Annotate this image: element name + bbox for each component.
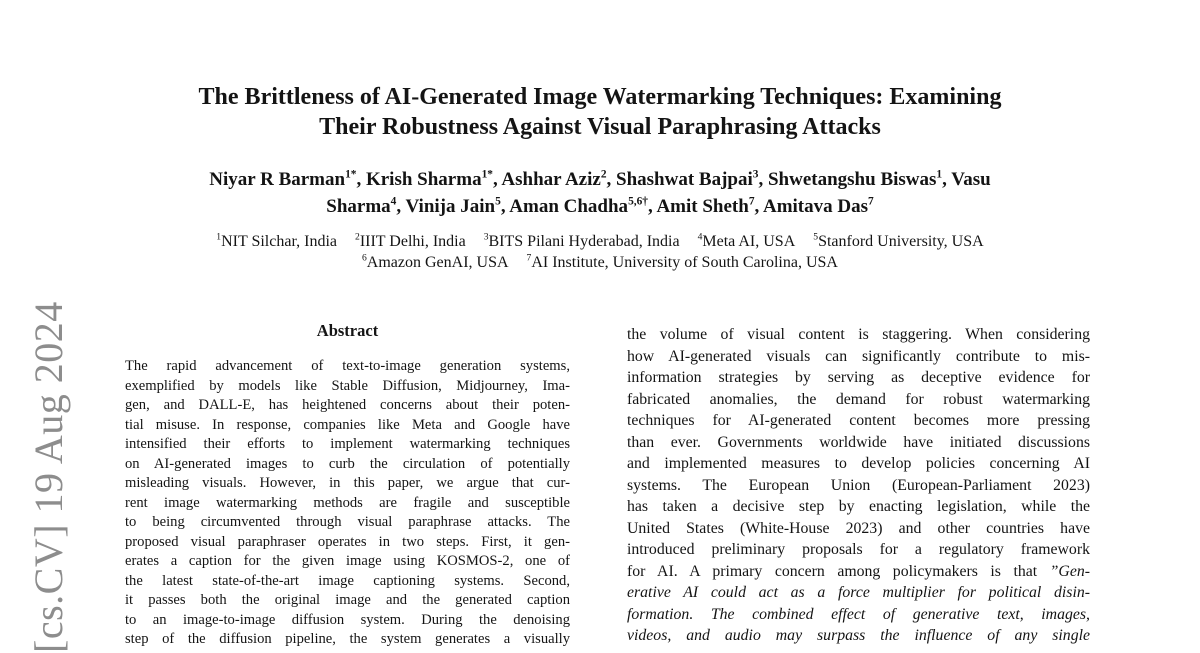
text-line <box>125 552 570 572</box>
text-fragment: , Amit Sheth <box>648 196 749 217</box>
text-line <box>627 561 1090 583</box>
text-line <box>125 377 570 397</box>
italic-text-fragment: erative AI could act as a force multiplier for political disin- <box>627 584 1090 601</box>
text-line <box>627 324 1090 346</box>
text-fragment: proposed visual paraphraser operates in two steps. First, it gen- <box>125 533 570 550</box>
text-line <box>125 611 570 631</box>
text-line <box>125 357 570 377</box>
paper-title-line-1: The Brittleness of AI-Generated Image Watermarking Techniques: Examining <box>198 84 1002 110</box>
text-fragment: Amazon GenAI, USA <box>366 254 509 271</box>
superscript: 1* <box>345 168 357 181</box>
text-line <box>627 475 1090 497</box>
text-fragment: to an image-to-image diffusion system. During the denoising <box>125 611 570 628</box>
text-line <box>627 346 1090 368</box>
text-fragment: , Ashhar Aziz <box>492 169 601 190</box>
text-line <box>627 410 1090 432</box>
text-line <box>125 435 570 455</box>
text-line <box>627 518 1090 540</box>
superscript: 2 <box>600 168 607 181</box>
text-fragment: for AI. A primary concern among policymakers is that <box>627 562 1050 580</box>
superscript: 1 <box>216 231 222 243</box>
text-fragment: , Amitava Das <box>754 196 869 217</box>
text-line <box>125 572 570 592</box>
text-line <box>627 389 1090 411</box>
superscript: 5,6† <box>628 195 648 208</box>
text-line <box>627 496 1090 518</box>
text-fragment: , Shashwat Bajpai <box>606 169 753 190</box>
superscript: 7 <box>748 195 755 208</box>
author-line-1 <box>0 166 1200 193</box>
superscript: 1* <box>481 168 493 181</box>
text-line <box>125 630 570 650</box>
text-line <box>627 432 1090 454</box>
superscript: 7 <box>868 195 874 208</box>
text-fragment: , Krish Sharma <box>356 169 482 190</box>
text-fragment: techniques for AI-generated content becomes more pressing <box>627 412 1090 429</box>
italic-text-fragment: formation. The combined effect of generative text, images, <box>627 605 1090 623</box>
text-fragment: IIIT Delhi, India <box>359 233 466 250</box>
text-fragment: the volume of visual content is staggering. When considering <box>627 326 1090 343</box>
text-fragment: how AI-generated visuals can significantly contribute to mis- <box>627 347 1090 365</box>
text-fragment: exemplified by models like Stable Diffusion, Midjourney, Ima- <box>125 377 570 394</box>
text-fragment: to being circumvented through visual paraphrase attacks. The <box>125 514 570 530</box>
text-fragment: introduced preliminary proposals for a regulatory framework <box>627 541 1090 558</box>
text-fragment: intensified their efforts to implement watermarking techniques <box>125 436 570 452</box>
text-line <box>125 396 570 416</box>
text-fragment: NIT Silchar, India <box>221 233 338 250</box>
text-fragment: rent image watermarking methods are fragile and susceptible <box>125 494 570 511</box>
text-fragment: step of the diffusion pipeline, the system generates a visually <box>125 631 570 647</box>
text-fragment: than ever. Governments worldwide have initiated discussions <box>627 433 1090 451</box>
affiliation-list <box>0 231 1200 273</box>
text-fragment: BITS Pilani Hyderabad, India <box>488 233 680 250</box>
text-fragment: , Vinija Jain <box>396 196 496 217</box>
superscript: 4 <box>697 231 703 243</box>
arxiv-stamp: [cs.CV] 19 Aug 2024 <box>26 301 71 653</box>
text-fragment: information strategies by serving as deceptive evidence for <box>627 369 1090 386</box>
superscript: 4 <box>390 195 397 208</box>
paper-title <box>0 82 1200 142</box>
text-line <box>125 494 570 514</box>
text-fragment: United States (White-House 2023) and other countries have <box>627 519 1090 537</box>
text-fragment: has taken a decisive step by enacting legislation, while the <box>627 498 1090 515</box>
text-line <box>627 453 1090 475</box>
text-fragment: Niyar R Barman <box>209 169 346 190</box>
text-line <box>627 582 1090 604</box>
text-line <box>125 416 570 436</box>
text-fragment: , Shwetangshu Biswas <box>758 169 937 190</box>
abstract-heading: Abstract <box>316 321 379 340</box>
paper-title-line-2: Their Robustness Against Visual Paraphrasing Attacks <box>319 114 881 140</box>
text-fragment: the latest state-of-the-art image captioning systems. Second, <box>125 572 570 589</box>
superscript: 5 <box>495 195 501 208</box>
affiliation-line-2 <box>0 252 1200 273</box>
text-fragment: The rapid advancement of text-to-image generation systems, <box>125 358 570 374</box>
text-line <box>627 604 1090 626</box>
superscript: 5 <box>813 231 819 243</box>
affiliation-line-1 <box>0 231 1200 252</box>
italic-text-fragment: videos, and audio may surpass the influence of any single <box>627 627 1090 644</box>
introduction-text-column <box>627 324 1090 647</box>
text-line <box>125 513 570 533</box>
text-fragment: Meta AI, USA <box>702 233 796 250</box>
text-line <box>627 539 1090 561</box>
superscript: 6 <box>362 252 367 264</box>
superscript: 1 <box>936 168 943 181</box>
superscript: 3 <box>483 231 489 243</box>
italic-text-fragment: ”Gen- <box>1049 562 1090 580</box>
text-fragment: AI Institute, University of South Carolina, USA <box>531 254 838 271</box>
author-line-2 <box>0 193 1200 220</box>
text-line <box>627 367 1090 389</box>
text-fragment: misleading visuals. However, in this paper, we argue that cur- <box>125 475 570 491</box>
text-fragment: erates a caption for the given image using KOSMOS-2, one of <box>125 553 570 569</box>
text-fragment: gen, and DALL-E, has heightened concerns about their poten- <box>125 397 570 413</box>
text-fragment: Stanford University, USA <box>818 233 984 250</box>
text-line <box>125 474 570 494</box>
text-fragment: tial misuse. In response, companies like Meta and Google have <box>125 416 570 433</box>
text-fragment: fabricated anomalies, the demand for robust watermarking <box>627 390 1090 408</box>
text-fragment: and implemented measures to develop policies concerning AI <box>627 455 1090 472</box>
text-fragment: Sharma <box>326 196 391 217</box>
superscript: 3 <box>752 168 759 181</box>
text-fragment: systems. The European Union (European-Parliament 2023) <box>627 476 1090 494</box>
text-line <box>125 533 570 553</box>
superscript: 7 <box>526 252 532 264</box>
text-line <box>125 591 570 611</box>
text-fragment: it passes both the original image and the generated caption <box>125 592 570 608</box>
text-fragment: on AI-generated images to curb the circulation of potentially <box>125 455 570 472</box>
superscript: 2 <box>355 231 360 243</box>
text-fragment: , Aman Chadha <box>500 196 629 217</box>
text-line <box>627 625 1090 647</box>
text-fragment: , Vasu <box>942 169 991 190</box>
text-line <box>125 455 570 475</box>
abstract-body-column <box>125 357 570 650</box>
author-list <box>0 166 1200 220</box>
